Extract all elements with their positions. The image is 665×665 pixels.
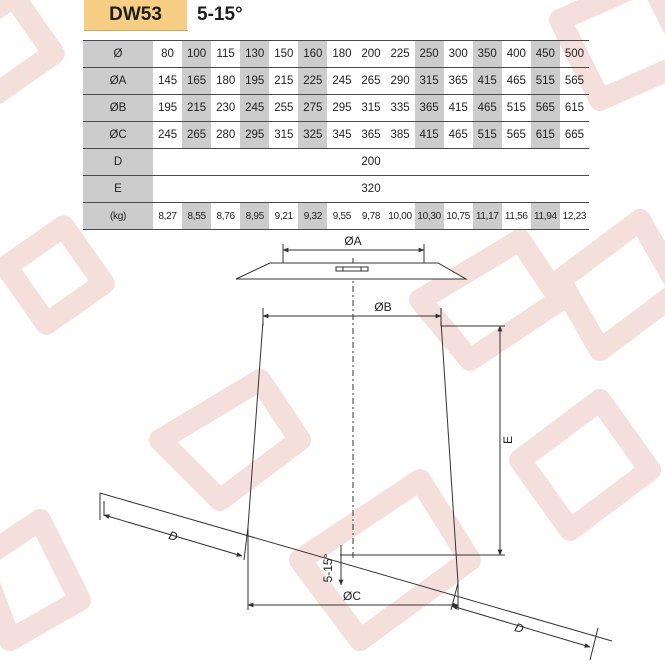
- table-cell: 350: [473, 41, 502, 68]
- table-cell: 615: [531, 122, 560, 149]
- table-cell: 11,17: [473, 203, 502, 230]
- model-badge: DW53: [84, 0, 187, 30]
- table-cell: 10,30: [415, 203, 444, 230]
- table-cell: 290: [386, 68, 415, 95]
- row-header: ØC: [83, 122, 153, 149]
- table-span-cell: 200: [153, 149, 589, 176]
- header-rule: [84, 30, 188, 31]
- label-angle: 5-15°: [321, 553, 335, 583]
- table-cell: 11,56: [502, 203, 531, 230]
- table-cell: 265: [182, 122, 211, 149]
- table-cell: 315: [356, 95, 385, 122]
- table-cell: 615: [560, 95, 589, 122]
- table-cell: 230: [211, 95, 240, 122]
- table-cell: 12,23: [560, 203, 589, 230]
- table-cell: 195: [153, 95, 182, 122]
- table-cell: 335: [386, 95, 415, 122]
- row-header: Ø: [83, 41, 153, 68]
- row-header: E: [83, 176, 153, 203]
- table-cell: 8,55: [182, 203, 211, 230]
- table-cell: 150: [269, 41, 298, 68]
- table-cell: 195: [240, 68, 269, 95]
- row-header: D: [83, 149, 153, 176]
- table-cell: 180: [211, 68, 240, 95]
- table-cell: 385: [386, 122, 415, 149]
- table-cell: 295: [240, 122, 269, 149]
- spec-table: [83, 40, 589, 230]
- table-cell: 8,95: [240, 203, 269, 230]
- d-right-ext-b: [590, 628, 598, 660]
- table-span-cell: 320: [153, 176, 589, 203]
- table-cell: 9,78: [356, 203, 385, 230]
- table-cell: 215: [269, 68, 298, 95]
- technical-drawing: [0, 225, 665, 665]
- table-cell: 565: [502, 122, 531, 149]
- angle-title: 5-15°: [197, 4, 243, 25]
- table-cell: 255: [269, 95, 298, 122]
- table-cell: 180: [327, 41, 356, 68]
- table-row: [83, 122, 589, 149]
- table-cell: 665: [560, 122, 589, 149]
- table-cell: 565: [531, 95, 560, 122]
- table-cell: 10,00: [386, 203, 415, 230]
- row-header: ØB: [83, 95, 153, 122]
- collar-clamp: [336, 267, 368, 271]
- table-cell: 245: [240, 95, 269, 122]
- label-oa: ØA: [344, 234, 362, 248]
- row-header: ØA: [83, 68, 153, 95]
- table-cell: 365: [444, 68, 473, 95]
- table-cell: 9,21: [269, 203, 298, 230]
- roof-line: [100, 493, 612, 641]
- table-row: [83, 149, 589, 176]
- table-cell: 250: [415, 41, 444, 68]
- table-cell: 130: [240, 41, 269, 68]
- table-cell: 165: [182, 68, 211, 95]
- label-e: E: [501, 435, 515, 445]
- table-cell: 325: [298, 122, 327, 149]
- label-d-right: D: [513, 620, 526, 637]
- table-cell: 80: [153, 41, 182, 68]
- table-cell: 315: [415, 68, 444, 95]
- table-cell: 100: [182, 41, 211, 68]
- table-cell: 245: [327, 68, 356, 95]
- table-cell: 515: [473, 122, 502, 149]
- table-row: [83, 68, 589, 95]
- table-cell: 160: [298, 41, 327, 68]
- table-cell: 265: [356, 68, 385, 95]
- table-cell: 400: [502, 41, 531, 68]
- table-cell: 450: [531, 41, 560, 68]
- table-cell: 225: [386, 41, 415, 68]
- table-cell: 300: [444, 41, 473, 68]
- table-cell: 245: [153, 122, 182, 149]
- table-cell: 515: [531, 68, 560, 95]
- table-cell: 8,76: [211, 203, 240, 230]
- table-cell: 315: [269, 122, 298, 149]
- table-cell: 8,27: [153, 203, 182, 230]
- table-cell: 415: [415, 122, 444, 149]
- table-cell: 365: [415, 95, 444, 122]
- cone-right-edge: [441, 321, 458, 583]
- cone-left-edge: [248, 321, 263, 527]
- table-cell: 295: [327, 95, 356, 122]
- table-cell: 215: [182, 95, 211, 122]
- table-cell: 345: [327, 122, 356, 149]
- table-cell: 465: [444, 122, 473, 149]
- table-cell: 565: [560, 68, 589, 95]
- table-cell: 500: [560, 41, 589, 68]
- table-row: [83, 95, 589, 122]
- label-oc: ØC: [343, 589, 361, 603]
- table-cell: 200: [356, 41, 385, 68]
- table-cell: 280: [211, 122, 240, 149]
- table-cell: 145: [153, 68, 182, 95]
- table-cell: 11,94: [531, 203, 560, 230]
- label-d-left: D: [167, 528, 180, 545]
- table-cell: 415: [444, 95, 473, 122]
- table-cell: 415: [473, 68, 502, 95]
- table-cell: 515: [502, 95, 531, 122]
- label-ob: ØB: [374, 300, 392, 314]
- table-cell: 465: [473, 95, 502, 122]
- table-cell: 365: [356, 122, 385, 149]
- table-row: [83, 176, 589, 203]
- d-left-ext-b: [244, 527, 248, 560]
- table-cell: 115: [211, 41, 240, 68]
- table-cell: 9,55: [327, 203, 356, 230]
- row-header: (kg): [83, 203, 153, 230]
- table-cell: 225: [298, 68, 327, 95]
- table-cell: 10,75: [444, 203, 473, 230]
- header: [84, 0, 484, 30]
- table-row: [83, 41, 589, 68]
- table-cell: 465: [502, 68, 531, 95]
- table-cell: 275: [298, 95, 327, 122]
- table-cell: 9,32: [298, 203, 327, 230]
